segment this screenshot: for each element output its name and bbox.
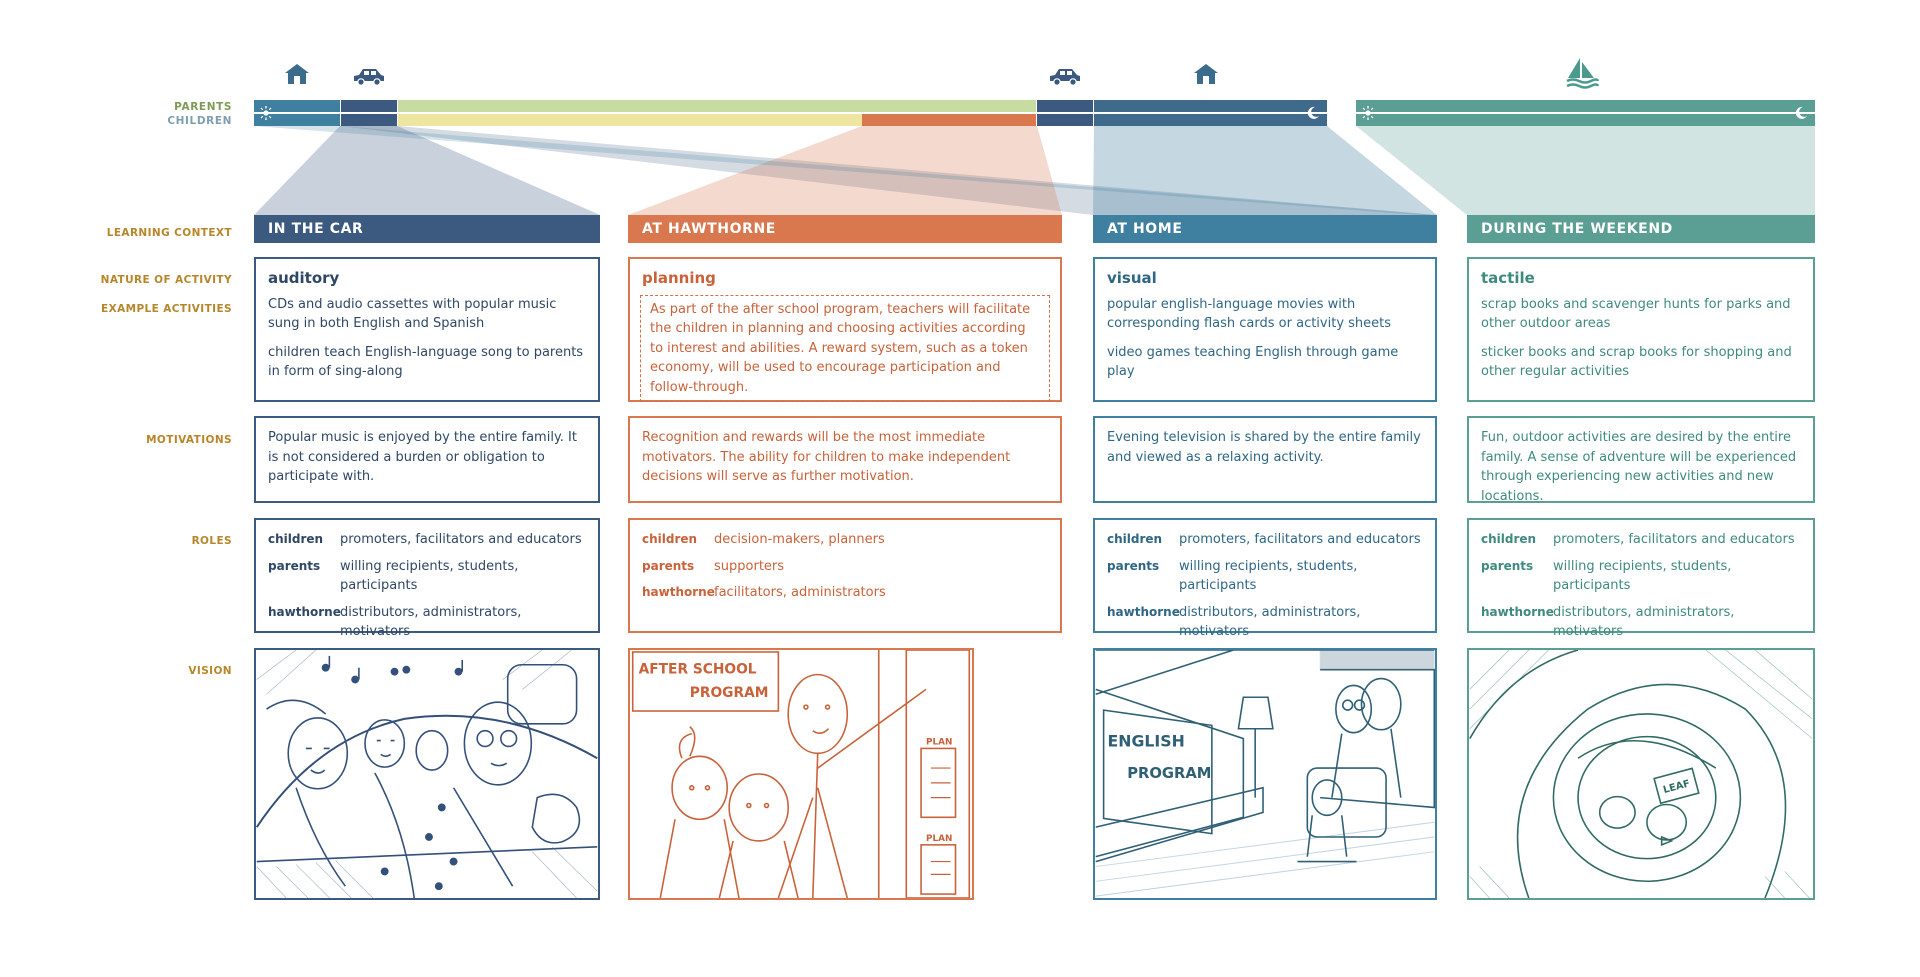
role-row xyxy=(1481,603,1801,642)
sketch-text-after-school: AFTER SCHOOL xyxy=(638,661,757,678)
roles-box-weekend xyxy=(1467,518,1815,639)
children-bar-car-morning xyxy=(341,114,397,126)
row-label-vision: VISION xyxy=(188,665,232,677)
row-label-example-activities: EXAMPLE ACTIVITIES xyxy=(101,303,232,315)
car-icon xyxy=(1048,67,1082,87)
car-family-sketch xyxy=(256,650,598,898)
sketch-text-plan: PLAN xyxy=(925,737,953,748)
children-bar-school xyxy=(398,114,862,126)
parents-bar-work xyxy=(398,100,1036,112)
header-during-the-weekend: DURING THE WEEKEND xyxy=(1467,215,1815,243)
row-label-nature-of-activity: NATURE OF ACTIVITY xyxy=(100,274,232,286)
sun-icon xyxy=(258,105,274,121)
role-value: willing recipients, students, participants xyxy=(1553,558,1732,593)
nature-car: auditory xyxy=(268,269,340,287)
sketch-text-leaf: LEAF xyxy=(1662,778,1692,797)
sun-icon xyxy=(1360,105,1376,121)
role-row xyxy=(268,603,586,642)
role-value: distributors, administrators, motivators xyxy=(1553,604,1735,639)
activity-box-weekend xyxy=(1467,257,1815,402)
role-key: parents xyxy=(642,558,695,573)
role-row xyxy=(642,583,1048,603)
role-key: children xyxy=(1481,532,1537,546)
role-row xyxy=(268,530,586,550)
row-label-roles: ROLES xyxy=(191,535,232,547)
role-key: parents xyxy=(1481,558,1534,573)
role-value: distributors, administrators, motivators xyxy=(1179,604,1361,639)
role-key: parents xyxy=(268,558,321,573)
sketch-text-program: PROGRAM xyxy=(689,685,769,702)
weekend-tent-sketch xyxy=(1469,650,1813,898)
activity-box-car xyxy=(254,257,600,402)
example-car-1: CDs and audio cassettes with popular music sung in both English and Spanish xyxy=(268,296,557,331)
activity-box-home xyxy=(1093,257,1437,402)
sketch-text-program: PROGRAM xyxy=(1127,764,1212,782)
role-row xyxy=(268,557,586,596)
role-row xyxy=(642,530,1048,550)
role-key: parents xyxy=(1107,558,1160,573)
weekend-connector xyxy=(1356,126,1815,215)
row-label-learning-context: LEARNING CONTEXT xyxy=(106,227,232,239)
roles-box-hawthorne xyxy=(628,518,1062,633)
example-home-1: popular english-language movies with corresponding flash cards or activity sheets xyxy=(1107,296,1392,331)
role-value: promoters, facilitators and educators xyxy=(1179,532,1421,547)
activity-box-hawthorne xyxy=(628,257,1062,402)
parents-label: PARENTS xyxy=(174,101,232,113)
role-row xyxy=(1481,557,1801,596)
children-bar-car-evening xyxy=(1037,114,1093,126)
timeline-divider xyxy=(254,112,1327,114)
vision-sketch-hawthorne xyxy=(628,648,974,900)
children-bar-hawthorne xyxy=(862,114,1036,126)
role-value: willing recipients, students, participants xyxy=(340,558,519,593)
role-value: promoters, facilitators and educators xyxy=(1553,532,1795,547)
roles-box-car xyxy=(254,518,600,639)
role-row xyxy=(1107,530,1423,550)
timeline-divider xyxy=(1356,112,1815,114)
car-icon xyxy=(352,67,386,87)
example-weekend-1: scrap books and scavenger hunts for parks and other outdoor areas xyxy=(1481,296,1791,331)
header-in-the-car: IN THE CAR xyxy=(254,215,600,243)
children-bar-weekend xyxy=(1356,114,1815,126)
example-weekend-2: sticker books and scrap books for shopping and other regular activities xyxy=(1481,344,1792,379)
header-at-hawthorne: AT HAWTHORNE xyxy=(628,215,1062,243)
sailboat-icon xyxy=(1565,56,1599,92)
motivation-box-car: Popular music is enjoyed by the entire family. It is not considered a burden or obligation to participate with. xyxy=(254,416,600,503)
role-key: hawthorne xyxy=(268,604,341,619)
role-key: children xyxy=(642,532,698,546)
house-icon xyxy=(1193,63,1219,85)
motivation-box-weekend: Fun, outdoor activities are desired by the entire family. A sense of adventure will be experienced through experiencing new activities and new locations. xyxy=(1467,416,1815,503)
parents-bar-car-morning xyxy=(341,100,397,112)
role-value: willing recipients, students, participants xyxy=(1179,558,1358,593)
motivation-box-hawthorne: Recognition and rewards will be the most immediate motivators. The ability for children to make independent decisions will serve as further motivation. xyxy=(628,416,1062,503)
role-row xyxy=(1481,530,1801,550)
english-program-tv-sketch xyxy=(1095,650,1435,898)
role-value: promoters, facilitators and educators xyxy=(340,532,582,547)
role-value: facilitators, administrators xyxy=(714,585,886,600)
row-label-motivations: MOTIVATIONS xyxy=(146,434,232,446)
role-row xyxy=(1107,557,1423,596)
vision-sketch-home xyxy=(1093,648,1437,900)
parents-bar-weekend xyxy=(1356,100,1815,112)
house-icon xyxy=(284,63,310,85)
role-row xyxy=(1107,603,1423,642)
children-bar-home-evening xyxy=(1094,114,1327,126)
parents-bar-car-evening xyxy=(1037,100,1093,112)
moon-icon xyxy=(1794,106,1808,120)
sketch-text-english: ENGLISH xyxy=(1107,731,1185,751)
roles-box-home xyxy=(1093,518,1437,639)
moon-icon xyxy=(1306,106,1320,120)
example-home-2: video games teaching English through game play xyxy=(1107,344,1399,379)
role-value: supporters xyxy=(714,558,785,574)
after-school-program-sketch xyxy=(630,650,972,898)
role-key: hawthorne xyxy=(642,585,715,599)
vision-sketch-car xyxy=(254,648,600,900)
example-hawthorne: As part of the after school program, teachers will facilitate the children in planning and choosing activities according to interest and abilities. A reward system, such as a token economy, will be used to encourage participation and follow-through. xyxy=(640,295,1050,403)
role-row xyxy=(642,557,1048,577)
children-label: CHILDREN xyxy=(167,115,232,127)
nature-weekend: tactile xyxy=(1481,269,1535,287)
vision-sketch-weekend xyxy=(1467,648,1815,900)
role-value: distributors, administrators, motivators xyxy=(340,604,522,639)
role-key: children xyxy=(1107,532,1163,546)
sketch-text-plan: PLAN xyxy=(925,833,953,844)
nature-home: visual xyxy=(1107,269,1157,287)
motivation-box-home: Evening television is shared by the entire family and viewed as a relaxing activity. xyxy=(1093,416,1437,503)
header-at-home: AT HOME xyxy=(1093,215,1437,243)
parents-bar-home-evening xyxy=(1094,100,1327,112)
role-key: hawthorne xyxy=(1481,604,1554,619)
role-key: hawthorne xyxy=(1107,604,1180,619)
role-key: children xyxy=(268,532,324,546)
role-value: decision-makers, planners xyxy=(714,532,885,547)
nature-hawthorne: planning xyxy=(642,269,716,287)
example-car-2: children teach English-language song to parents in form of sing-along xyxy=(268,344,584,379)
